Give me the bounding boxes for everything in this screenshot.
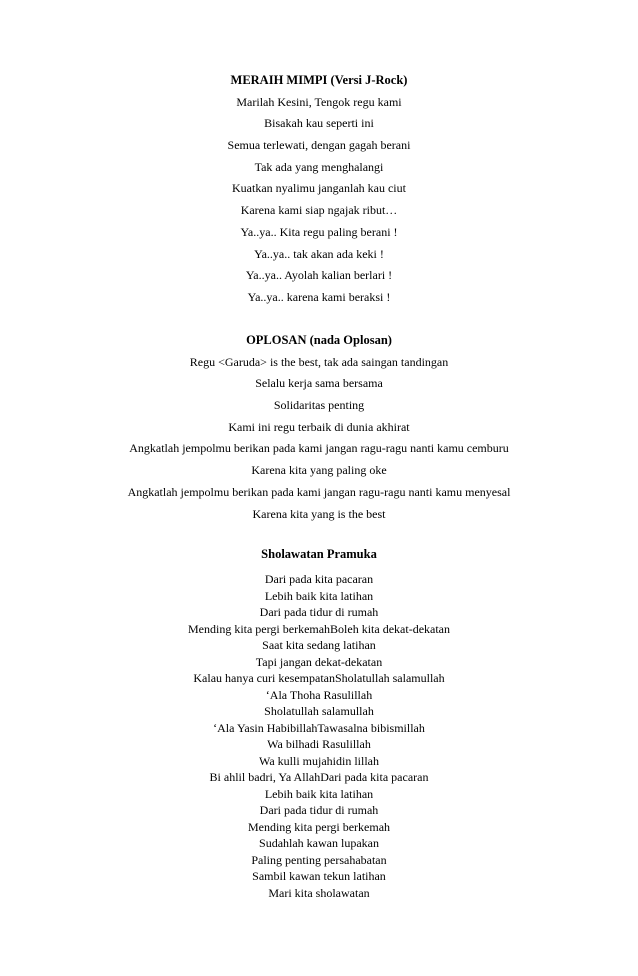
lyric-line: Lebih baik kita latihan [264, 786, 374, 801]
lyric-line: Karena kami siap ngajak ribut… [240, 203, 398, 218]
lyric-line: Sambil kawan tekun latihan [252, 869, 386, 883]
song-sholawatan-pramuka [0, 547, 638, 902]
lyric-line: Karena kita yang paling oke [251, 463, 387, 478]
song-meraih-mimpi [0, 73, 638, 312]
lyric-line: Tapi jangan dekat-dekatan [255, 654, 383, 669]
lyric-line: Dari pada kita pacaran [264, 572, 374, 586]
lyric-line: Mending kita pergi berkemahBoleh kita dekat-dekatan [187, 621, 451, 636]
lyric-line: Wa bilhadi Rasulillah [267, 737, 371, 751]
lyric-line: Bisakah kau seperti ini [264, 116, 374, 131]
song-title: MERAIH MIMPI (Versi J-Rock) [230, 73, 408, 87]
lyric-line: Semua terlewati, dengan gagah berani [227, 138, 411, 153]
lyric-line: ‘Ala Yasin HabibillahTawasalna bibismillah [213, 720, 425, 735]
lyric-line: Ya..ya.. karena kami beraksi ! [247, 289, 391, 304]
lyric-line: Sholatullah salamullah [264, 704, 374, 718]
lyric-line: Ya..ya.. Ayolah kalian berlari ! [245, 268, 393, 283]
lyric-line: Kami ini regu terbaik di dunia akhirat [228, 419, 410, 434]
lyric-line: Lebih baik kita latihan [264, 588, 374, 603]
song-oplosan [0, 333, 638, 528]
lyric-line: Kalau hanya curi kesempatanSholatullah salamullah [193, 671, 445, 685]
lyric-line: Angkatlah jempolmu berikan pada kami jangan ragu-ragu nanti kamu menyesal [127, 484, 511, 499]
lyric-line: Regu <Garuda> is the best, tak ada saingan tandingan [189, 354, 449, 369]
lyric-line: Solidaritas penting [273, 398, 365, 413]
lyric-line: Selalu kerja sama bersama [255, 376, 383, 391]
song-title: OPLOSAN (nada Oplosan) [246, 333, 392, 347]
lyric-line: Angkatlah jempolmu berikan pada kami jangan ragu-ragu nanti kamu cemburu [129, 441, 509, 456]
lyric-line: ‘Ala Thoha Rasulillah [265, 687, 373, 702]
lyric-line: Saat kita sedang latihan [262, 638, 376, 652]
lyric-line: Mending kita pergi berkemah [247, 819, 391, 834]
lyric-line: Ya..ya.. tak akan ada keki ! [254, 246, 384, 261]
lyric-line: Wa kulli mujahidin lillah [258, 753, 380, 768]
lyric-line: Tak ada yang menghalangi [254, 159, 384, 174]
lyric-line: Dari pada tidur di rumah [259, 605, 379, 619]
lyric-line: Kuatkan nyalimu janganlah kau ciut [232, 181, 406, 196]
lyric-line: Marilah Kesini, Tengok regu kami [236, 94, 402, 109]
lyric-line: Dari pada tidur di rumah [259, 803, 379, 817]
lyric-line: Sudahlah kawan lupakan [259, 836, 379, 850]
lyric-line: Paling penting persahabatan [251, 852, 387, 867]
lyric-line: Bi ahlil badri, Ya AllahDari pada kita pacaran [209, 770, 429, 784]
lyric-line: Karena kita yang is the best [252, 506, 386, 521]
lyric-line: Mari kita sholawatan [268, 885, 370, 900]
lyric-line: Ya..ya.. Kita regu paling berani ! [240, 224, 398, 239]
song-title: Sholawatan Pramuka [261, 547, 377, 561]
